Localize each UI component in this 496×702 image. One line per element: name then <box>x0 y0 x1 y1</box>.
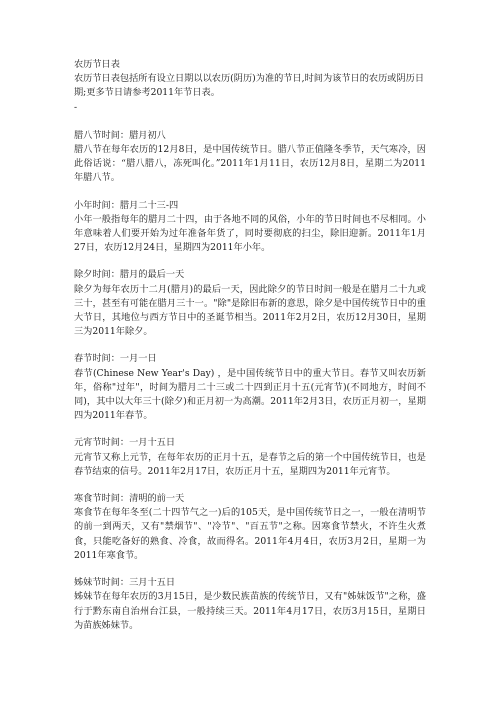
section-yuanxiao <box>74 436 426 479</box>
section-chunjie <box>74 352 426 423</box>
section-laba <box>74 129 426 186</box>
section-heading: 小年时间：腊月二十三-四 <box>74 199 179 211</box>
section-body: 除夕为每年农历十二月(腊月)的最后一天，因此除夕的节日时间一般是在腊月二十九或三十，甚至有可能在腊月三十一。"除"是除旧布新的意思，除夕是中国传统节日中的重大节日，其地位与西方节日中的圣诞节相当。2011年2月2日，农历12月30日，星期三为2011年除夕。 <box>74 283 426 338</box>
section-zimei <box>74 576 426 633</box>
section-heading: 元宵节时间：一月十五日 <box>74 437 176 449</box>
separator-dash: - <box>74 101 78 113</box>
section-heading: 除夕时间：腊月的最后一天 <box>74 269 185 281</box>
document-page <box>74 58 426 646</box>
section-body: 腊八节在每年农历的12月8日，是中国传统节日。腊八节正值隆冬季节，天气寒冷，因此俗话说：“腊八腊八，冻死叫化。”2011年1月11日，农历12月8日，星期二为2011年腊八节。 <box>74 144 426 184</box>
section-chuxi <box>74 268 426 339</box>
section-heading: 腊八节时间：腊月初八 <box>74 129 166 141</box>
section-heading: 寒食节时间：清明的前一天 <box>74 493 185 505</box>
section-body: 元宵节又称上元节，在每年农历的正月十五，是春节之后的第一个中国传统节日，也是春节结束的信号。2011年2月17日，农历正月十五，星期四为2011年元宵节。 <box>74 451 426 477</box>
section-hanshi <box>74 492 426 563</box>
section-heading: 春节时间：一月一日 <box>74 353 157 365</box>
section-body: 姊妹节在每年农历的3月15日，是少数民族苗族的传统节日，又有"姊妹饭节"之称，盛行于黔东南自治州台江县，一般持续三天。2011年4月17日，农历3月15日，星期日为苗族姊妹节。 <box>74 591 426 631</box>
section-body: 小年一般指每年的腊月二十四，由于各地不同的风俗，小年的节日时间也不尽相同。小年意味着人们要开始为过年准备年货了，同时要彻底的扫尘，除旧迎新。2011年1月27日，农历12月24日，星期四为2011年小年。 <box>74 213 426 254</box>
document-intro: 农历节日表包括所有设立日期以以农历(阴历)为准的节日,时间为该节日的农历或阴历日期;更多节日请参考2011年节日表。 <box>74 73 425 99</box>
section-xiaonian <box>74 199 426 256</box>
section-heading: 姊妹节时间：三月十五日 <box>74 577 176 589</box>
section-body: 春节(Chinese New Year's Day) ，是中国传统节日中的重大节日。春节又叫农历新年，俗称"过年"，时间为腊月二十三或二十四到正月十五(元宵节)(不同地方，时间不同)，其中以大年三十(除夕)和正月初一为高潮。2011年2月3日，农历正月初一，星期四为2011年春节。 <box>74 367 426 422</box>
section-body: 寒食节在每年冬至(二十四节气之一)后的105天，是中国传统节日之一，一般在清明节的前一到两天，又有"禁烟节"、"冷节"、"百五节"之称。因寒食节禁火，不许生火煮食，只能吃备好的熟食、冷食，故而得名。2011年4月4日，农历3月2日，星期一为2011年寒食节。 <box>74 507 426 561</box>
document-title: 农历节日表 <box>74 59 120 70</box>
